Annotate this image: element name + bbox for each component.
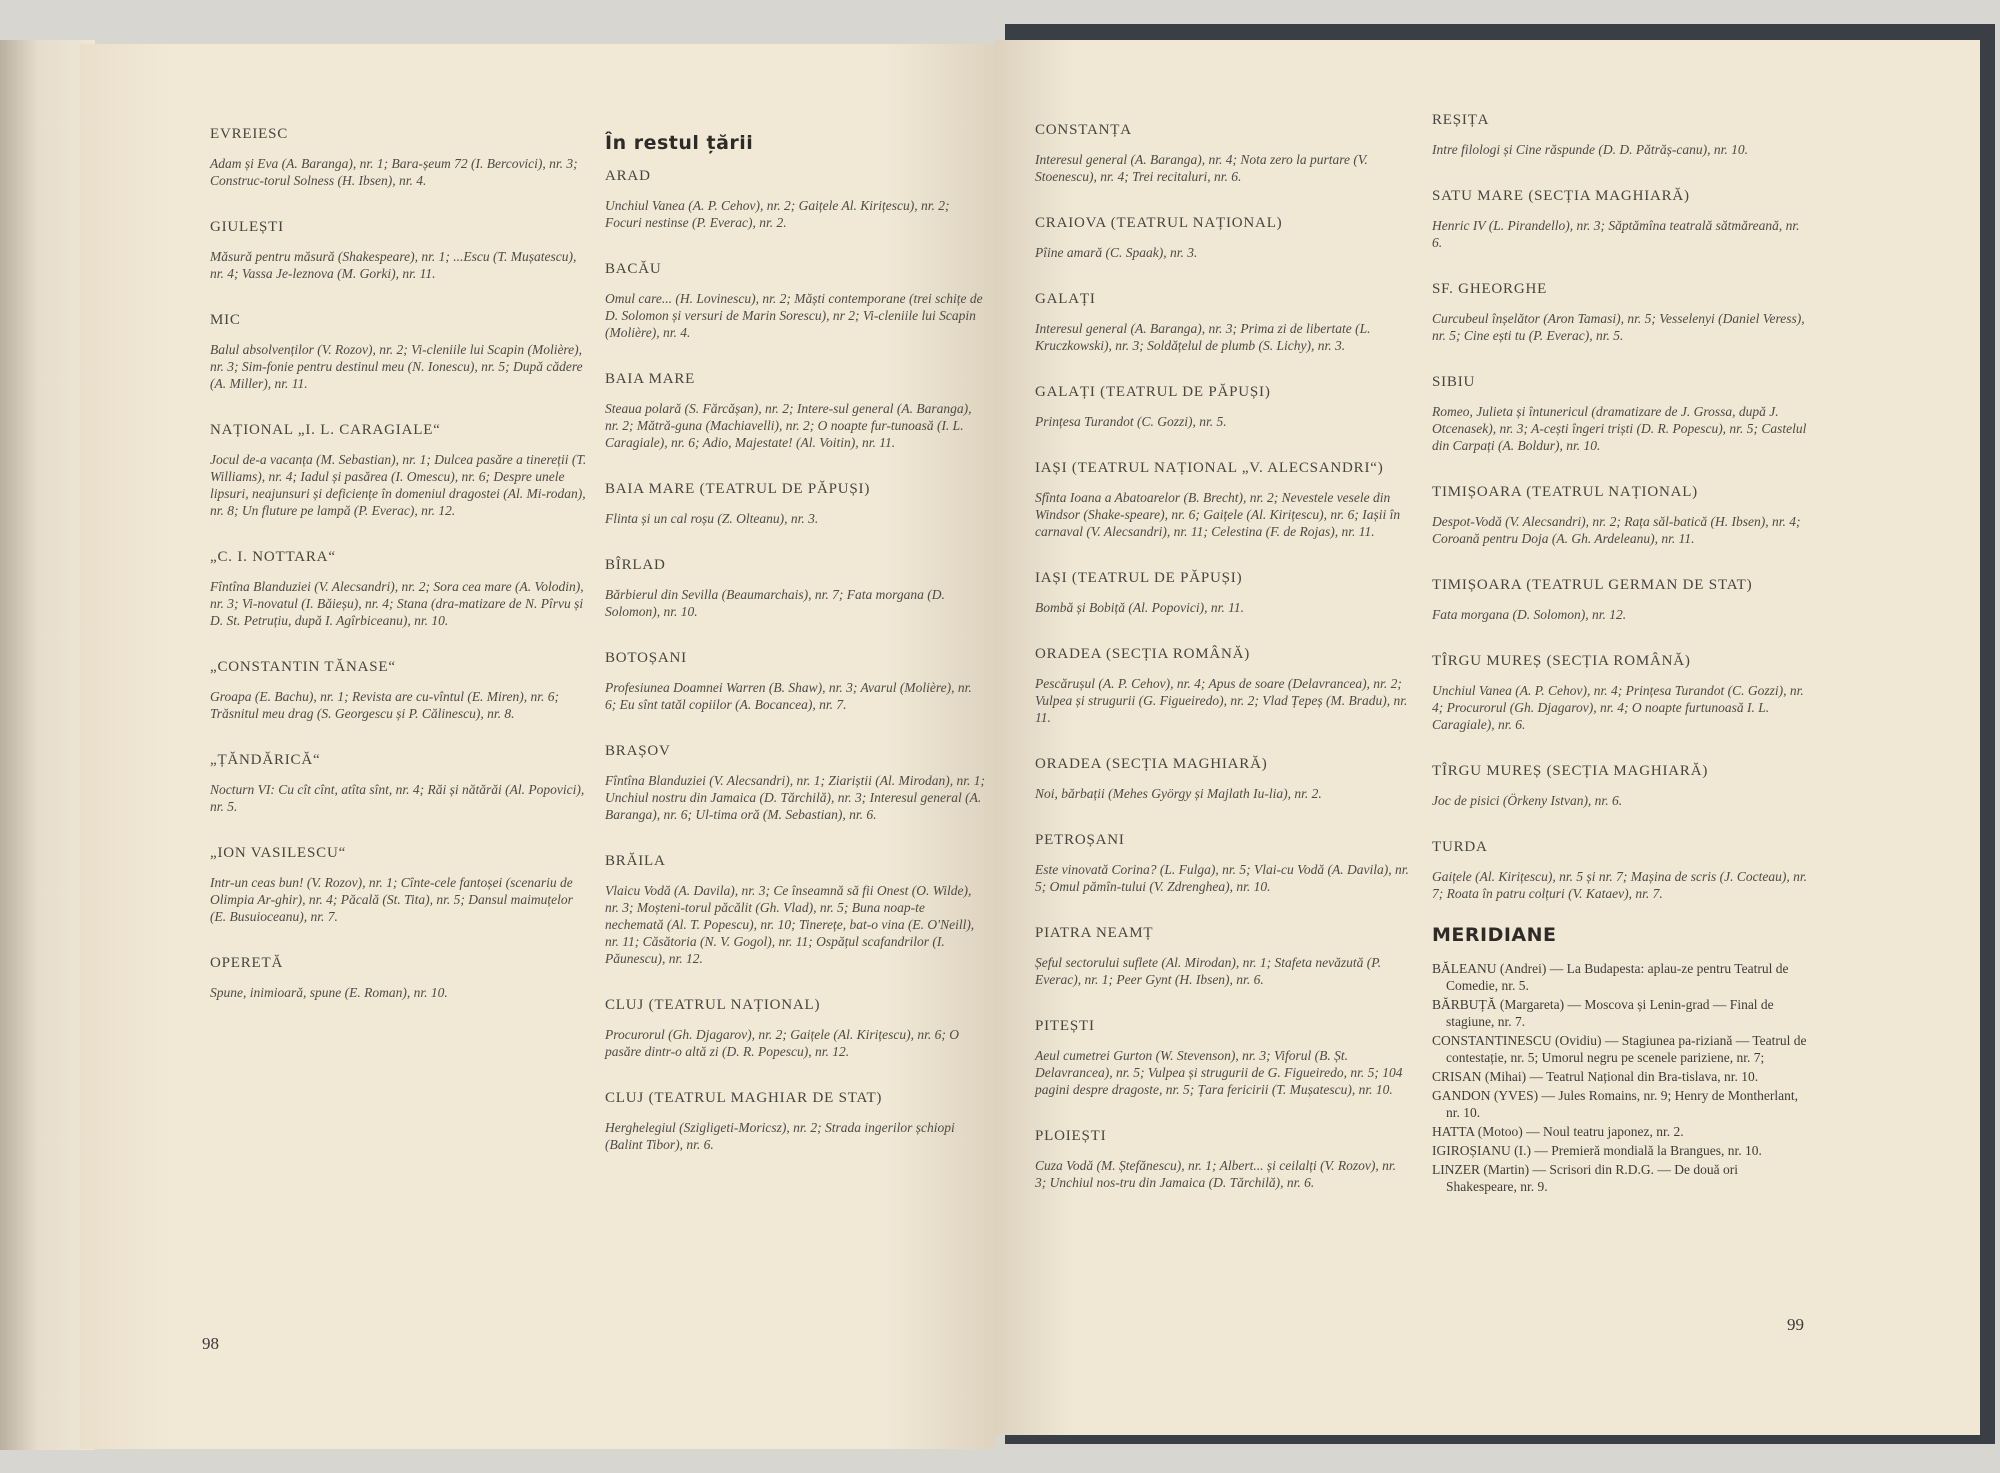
- entry: [605, 261, 985, 341]
- entry-body: Joc de pisici (Örkeny Istvan), nr. 6.: [1432, 793, 1623, 808]
- entry-heading: BOTOȘANI: [605, 650, 687, 666]
- entry: [210, 219, 590, 282]
- entry: [1432, 763, 1807, 809]
- entry-heading: BRĂILA: [605, 853, 666, 869]
- entry: [1035, 925, 1410, 988]
- entry-heading: NAȚIONAL „I. L. CARAGIALE“: [210, 422, 441, 438]
- entry-body: Cuza Vodă (M. Ștefănescu), nr. 1; Albert... și ceilalți (V. Rozov), nr. 3; Unchiul nos-tru din Jamaica (D. Tărchilă), nr. 6.: [1035, 1158, 1396, 1190]
- meridiane-item: HATTA (Motoo) — Noul teatru japonez, nr. 2.: [1432, 1124, 1684, 1139]
- entry: [1035, 1018, 1410, 1098]
- entry: [605, 743, 985, 823]
- entry-heading: „ȚĂNDĂRICĂ“: [210, 752, 321, 768]
- left-column-2: [605, 132, 985, 1183]
- entry-body: Prințesa Turandot (C. Gozzi), nr. 5.: [1035, 414, 1227, 429]
- entry: [1035, 122, 1410, 185]
- entry-body: Despot-Vodă (V. Alecsandri), nr. 2; Rața săl-batică (H. Ibsen), nr. 4; Coroană pentru Doja (A. Gh. Ardeleanu), nr. 11.: [1432, 514, 1801, 546]
- entry-heading: PITEȘTI: [1035, 1018, 1095, 1034]
- meridiane-item: IGIROȘIANU (I.) — Premieră mondială la Brangues, nr. 10.: [1432, 1143, 1762, 1158]
- page-number-right: 99: [1787, 1315, 1804, 1334]
- entry-body: Henric IV (L. Pirandello), nr. 3; Săptămîna teatrală sătmăreană, nr. 6.: [1432, 218, 1800, 250]
- entry: [1035, 460, 1410, 540]
- entry-body: Intr-un ceas bun! (V. Rozov), nr. 1; Cînte-cele fantoșei (scenariu de Olimpia Ar-ghir), nr. 4; Păcală (St. Tita), nr. 5; Dansul maimuțelor (E. Busuioceanu), nr. 7.: [210, 875, 573, 924]
- entry: [1035, 384, 1410, 430]
- entry: [1035, 215, 1410, 261]
- entry-body: Herghelegiul (Szigligeti-Moricsz), nr. 2; Strada ingerilor șchiopi (Balint Tibor), nr. 6.: [605, 1120, 955, 1152]
- entry-body: Bărbierul din Sevilla (Beaumarchais), nr. 7; Fata morgana (D. Solomon), nr. 10.: [605, 587, 945, 619]
- entry-heading: SATU MARE (SECȚIA MAGHIARĂ): [1432, 188, 1690, 204]
- entry: [210, 549, 590, 629]
- entry-body: Romeo, Julieta și întunericul (dramatizare de J. Grossa, după J. Otcenasek), nr. 3; A-cești îngeri triști (D. R. Popescu), nr. 5; Castelul din Carpați (A. Boldur), nr. 10.: [1432, 404, 1807, 453]
- entry-body: Măsură pentru măsură (Shakespeare), nr. 1; ...Escu (T. Mușatescu), nr. 4; Vassa Je-leznova (M. Gorki), nr. 11.: [210, 249, 577, 281]
- entry-heading: PIATRA NEAMȚ: [1035, 925, 1154, 941]
- entry: [210, 422, 590, 519]
- entry-heading: ORADEA (SECȚIA ROMÂNĂ): [1035, 646, 1251, 662]
- entry-heading: TURDA: [1432, 839, 1488, 855]
- meridiane-item: CONSTANTINESCU (Ovidiu) — Stagiunea pa-riziană — Teatrul de contestație, nr. 5; Umorul negru pe scenele pariziene, nr. 7;: [1432, 1033, 1807, 1065]
- entry-heading: „C. I. NOTTARA“: [210, 549, 336, 565]
- entry-heading: CONSTANȚA: [1035, 122, 1132, 138]
- entry: [1432, 112, 1807, 158]
- entry-body: Unchiul Vanea (A. P. Cehov), nr. 4; Prințesa Turandot (C. Gozzi), nr. 4; Procurorul (Gh. Djagarov), nr. 4; O noapte furtunoasă I. L. Caragiale), nr. 6.: [1432, 683, 1804, 732]
- entry-heading: TIMIȘOARA (TEATRUL NAȚIONAL): [1432, 484, 1698, 500]
- entry: [1035, 1128, 1410, 1191]
- right-column-1: [1035, 122, 1410, 1221]
- entry: [605, 1090, 985, 1153]
- entry-body: Flinta și un cal roșu (Z. Olteanu), nr. 3.: [605, 511, 819, 526]
- entry-body: Nocturn VI: Cu cît cînt, atîta sînt, nr. 4; Răi și nătărăi (Al. Popovici), nr. 5.: [210, 782, 585, 814]
- entry-body: Profesiunea Doamnei Warren (B. Shaw), nr. 3; Avarul (Molière), nr. 6; Eu sînt tatăl copiilor (A. Bocancea), nr. 7.: [605, 680, 972, 712]
- entry-body: Omul care... (H. Lovinescu), nr. 2; Măști contemporane (trei schițe de D. Solomon și versuri de Marin Sorescu), nr 2; Vi-cleniile lui Scapin (Molière), nr. 4.: [605, 291, 983, 340]
- left-page: [80, 44, 995, 1449]
- entry-heading: SF. GHEORGHE: [1432, 281, 1548, 297]
- page-number-left: 98: [202, 1334, 219, 1353]
- entry-heading: PETROȘANI: [1035, 832, 1125, 848]
- entry-heading: EVREIESC: [210, 126, 289, 142]
- entry-heading: GALAȚI (TEATRUL DE PĂPUȘI): [1035, 384, 1271, 400]
- entry-body: Curcubeul înșelător (Aron Tamasi), nr. 5; Vesselenyi (Daniel Veress), nr. 5; Cine ești tu (P. Everac), nr. 5.: [1432, 311, 1805, 343]
- entry-heading: PLOIEȘTI: [1035, 1128, 1107, 1144]
- entry-heading: IAȘI (TEATRUL DE PĂPUȘI): [1035, 570, 1243, 586]
- entry-heading: OPERETĂ: [210, 955, 284, 971]
- section-title-in-restul-tarii: În restul țării: [605, 132, 754, 154]
- entry-body: Adam și Eva (A. Baranga), nr. 1; Bara-șeum 72 (I. Bercovici), nr. 3; Construc-torul Solness (H. Ibsen), nr. 4.: [210, 156, 578, 188]
- entry-body: Jocul de-a vacanța (M. Sebastian), nr. 1; Dulcea pasăre a tinereții (T. Williams), nr. 4; Iadul și pasărea (I. Omescu), nr. 6; Despre unele lipsuri, neajunsuri și deficiențe în domeniul dragostei (Al. Mi-rodan), nr. 8; Un fluture pe lampă (P. Everac), nr. 12.: [210, 452, 587, 518]
- entry-body: Pîine amară (C. Spaak), nr. 3.: [1035, 245, 1198, 260]
- entry-heading: IAȘI (TEATRUL NAȚIONAL „V. ALECSANDRI“): [1035, 460, 1384, 476]
- entry: [1432, 374, 1807, 454]
- entry: [605, 650, 985, 713]
- entry: [605, 997, 985, 1060]
- entry-body: Interesul general (A. Baranga), nr. 4; Nota zero la purtare (V. Stoenescu), nr. 4; Trei recitaluri, nr. 6.: [1035, 152, 1368, 184]
- entry: [605, 168, 985, 231]
- entry: [1035, 756, 1410, 802]
- entry-heading: ARAD: [605, 168, 651, 184]
- meridiane-item: GANDON (YVES) — Jules Romains, nr. 9; Henry de Montherlant, nr. 10.: [1432, 1088, 1798, 1120]
- entry: [1432, 653, 1807, 733]
- entry-body: Sfînta Ioana a Abatoarelor (B. Brecht), nr. 2; Nevestele vesele din Windsor (Shake-speare), nr. 6; Gaițele (Al. Kirițescu), nr. 6; Iașii în carnaval (V. Alecsandri), nr. 11; Celestina (F. de Rojas), nr. 11.: [1035, 490, 1401, 539]
- entry-heading: TÎRGU MUREȘ (SECȚIA MAGHIARĂ): [1432, 763, 1709, 779]
- entry-body: Șeful sectorului suflete (Al. Mirodan), nr. 1; Stafeta nevăzută (P. Everac), nr. 1; Peer Gynt (H. Ibsen), nr. 6.: [1035, 955, 1382, 987]
- entry-body: Steaua polară (S. Fărcășan), nr. 2; Intere-sul general (A. Baranga), nr. 2; Mătră-guna (Machiavelli), nr. 2; O noapte fur-tunoasă (I. L. Caragiale), nr. 6; Adio, Majestate! (Al. Voitin), nr. 11.: [605, 401, 972, 450]
- entry-body: Groapa (E. Bachu), nr. 1; Revista are cu-vîntul (E. Miren), nr. 6; Trăsnitul meu drag (S. Georgescu și P. Călinescu), nr. 8.: [210, 689, 560, 721]
- entry-heading: GALAȚI: [1035, 291, 1096, 307]
- entry: [210, 752, 590, 815]
- meridiane-item: BĂRBUȚĂ (Margareta) — Moscova și Lenin-grad — Final de stagiune, nr. 7.: [1432, 997, 1774, 1029]
- entry: [605, 481, 985, 527]
- entry-body: Bombă și Bobiță (Al. Popovici), nr. 11.: [1035, 600, 1244, 615]
- entry-body: Spune, inimioară, spune (E. Roman), nr. 10.: [210, 985, 448, 1000]
- entry: [1035, 832, 1410, 895]
- entry-body: Balul absolvenților (V. Rozov), nr. 2; Vi-cleniile lui Scapin (Molière), nr. 3; Sim-fonie pentru destinul meu (N. Ionescu), nr. 5; După cădere (A. Miller), nr. 11.: [210, 342, 583, 391]
- entry-body: Intre filologi și Cine răspunde (D. D. Pătrăș-canu), nr. 10.: [1432, 142, 1748, 157]
- entry-heading: „CONSTANTIN TĂNASE“: [210, 659, 396, 675]
- entry-heading: BÎRLAD: [605, 557, 666, 573]
- entry-heading: GIULEȘTI: [210, 219, 284, 235]
- entry-heading: BAIA MARE: [605, 371, 696, 387]
- entry-body: Vlaicu Vodă (A. Davila), nr. 3; Ce înseamnă să fii Onest (O. Wilde), nr. 3; Moșteni-torul păcălit (Gh. Vlad), nr. 5; Buna noap-te nechemată (Al. T. Popescu), nr. 10; Tinerețe, bat-o vina (E. O'Neill), nr. 11; Căsătoria (N. V. Gogol), nr. 11; Ospățul scafandrilor (I. Păunescu), nr. 12.: [605, 883, 975, 966]
- right-page: [995, 40, 1980, 1435]
- entry-heading: „ION VASILESCU“: [210, 845, 347, 861]
- entry: [1035, 646, 1410, 726]
- entry-heading: SIBIU: [1432, 374, 1476, 390]
- entry: [1035, 291, 1410, 354]
- meridiane-item: LINZER (Martin) — Scrisori din R.D.G. — De două ori Shakespeare, nr. 9.: [1432, 1162, 1738, 1194]
- entry: [605, 557, 985, 620]
- entry-heading: CLUJ (TEATRUL NAȚIONAL): [605, 997, 821, 1013]
- entry: [605, 371, 985, 451]
- entry-body: Procurorul (Gh. Djagarov), nr. 2; Gaițele (Al. Kirițescu), nr. 6; O pasăre dintr-o altă zi (D. R. Popescu), nr. 12.: [605, 1027, 959, 1059]
- left-column-1: [210, 126, 590, 1031]
- section-title-meridiane: MERIDIANE: [1432, 924, 1557, 946]
- entry-heading: TIMIȘOARA (TEATRUL GERMAN DE STAT): [1432, 577, 1753, 593]
- entry: [210, 312, 590, 392]
- meridiane-item: CRISAN (Mihai) — Teatrul Național din Bra-tislava, nr. 10.: [1432, 1069, 1759, 1084]
- right-column-2: [1432, 112, 1807, 1197]
- entry-body: Pescărușul (A. P. Cehov), nr. 4; Apus de soare (Delavrancea), nr. 2; Vulpea și strugurii (G. Figueiredo), nr. 2; Vlad Țepeș (M. Bradu), nr. 11.: [1035, 676, 1408, 725]
- entry-heading: BAIA MARE (TEATRUL DE PĂPUȘI): [605, 481, 871, 497]
- entry-body: Aeul cumetrei Gurton (W. Stevenson), nr. 3; Viforul (B. Șt. Delavrancea), nr. 5; Vulpea și strugurii de G. Figueiredo, nr. 5; 104 pagini despre dragoste, nr. 5; Țara fericirii (T. Mușatescu), nr. 10.: [1035, 1048, 1403, 1097]
- entry-body: Noi, bărbații (Mehes György și Majlath Iu-lia), nr. 2.: [1035, 786, 1322, 801]
- entry: [1432, 577, 1807, 623]
- entry-body: Interesul general (A. Baranga), nr. 3; Prima zi de libertate (L. Kruczkowski), nr. 3; Soldățelul de plumb (S. Lichy), nr. 3.: [1035, 321, 1371, 353]
- entry-heading: CRAIOVA (TEATRUL NAȚIONAL): [1035, 215, 1283, 231]
- entry-body: Este vinovată Corina? (L. Fulga), nr. 5; Vlai-cu Vodă (A. Davila), nr. 5; Omul pămîn-tului (V. Zdrenghea), nr. 10.: [1035, 862, 1409, 894]
- entry: [1432, 839, 1807, 902]
- entry-heading: BRAȘOV: [605, 743, 671, 759]
- entry: [210, 126, 590, 189]
- entry-body: Unchiul Vanea (A. P. Cehov), nr. 2; Gaițele Al. Kirițescu), nr. 2; Focuri nestinse (P. Everac), nr. 2.: [605, 198, 950, 230]
- meridiane-item: BĂLEANU (Andrei) — La Budapesta: aplau-ze pentru Teatrul de Comedie, nr. 5.: [1432, 961, 1789, 993]
- entry: [210, 955, 590, 1001]
- entry-body: Fîntîna Blanduziei (V. Alecsandri), nr. 2; Sora cea mare (A. Volodin), nr. 3; Vi-novatul (I. Băieșu), nr. 4; Stana (dra-matizare de N. Pîrvu și D. St. Petruțiu, după I. Agîrbiceanu), nr. 10.: [210, 579, 584, 628]
- entry-heading: BACĂU: [605, 261, 662, 277]
- entry: [605, 853, 985, 967]
- entry-heading: CLUJ (TEATRUL MAGHIAR DE STAT): [605, 1090, 883, 1106]
- entry-heading: REȘIȚA: [1432, 112, 1490, 128]
- entry-heading: ORADEA (SECȚIA MAGHIARĂ): [1035, 756, 1268, 772]
- entry: [210, 659, 590, 722]
- entry: [1432, 281, 1807, 344]
- entry-body: Fata morgana (D. Solomon), nr. 12.: [1432, 607, 1627, 622]
- entry-body: Gaițele (Al. Kirițescu), nr. 5 și nr. 7; Mașina de scris (J. Cocteau), nr. 7; Roata în patru colțuri (V. Kataev), nr. 7.: [1432, 869, 1807, 901]
- entry: [1035, 570, 1410, 616]
- entry: [1432, 188, 1807, 251]
- entry-body: Fîntîna Blanduziei (V. Alecsandri), nr. 1; Ziariștii (Al. Mirodan), nr. 1; Unchiul nostru din Jamaica (D. Tărchilă), nr. 3; Interesul general (A. Baranga), nr. 6; Ul-tima oră (M. Sebastian), nr. 6.: [605, 773, 985, 822]
- entry: [210, 845, 590, 925]
- entry: [1432, 484, 1807, 547]
- entry-heading: MIC: [210, 312, 241, 328]
- entry-heading: TÎRGU MUREȘ (SECȚIA ROMÂNĂ): [1432, 653, 1691, 669]
